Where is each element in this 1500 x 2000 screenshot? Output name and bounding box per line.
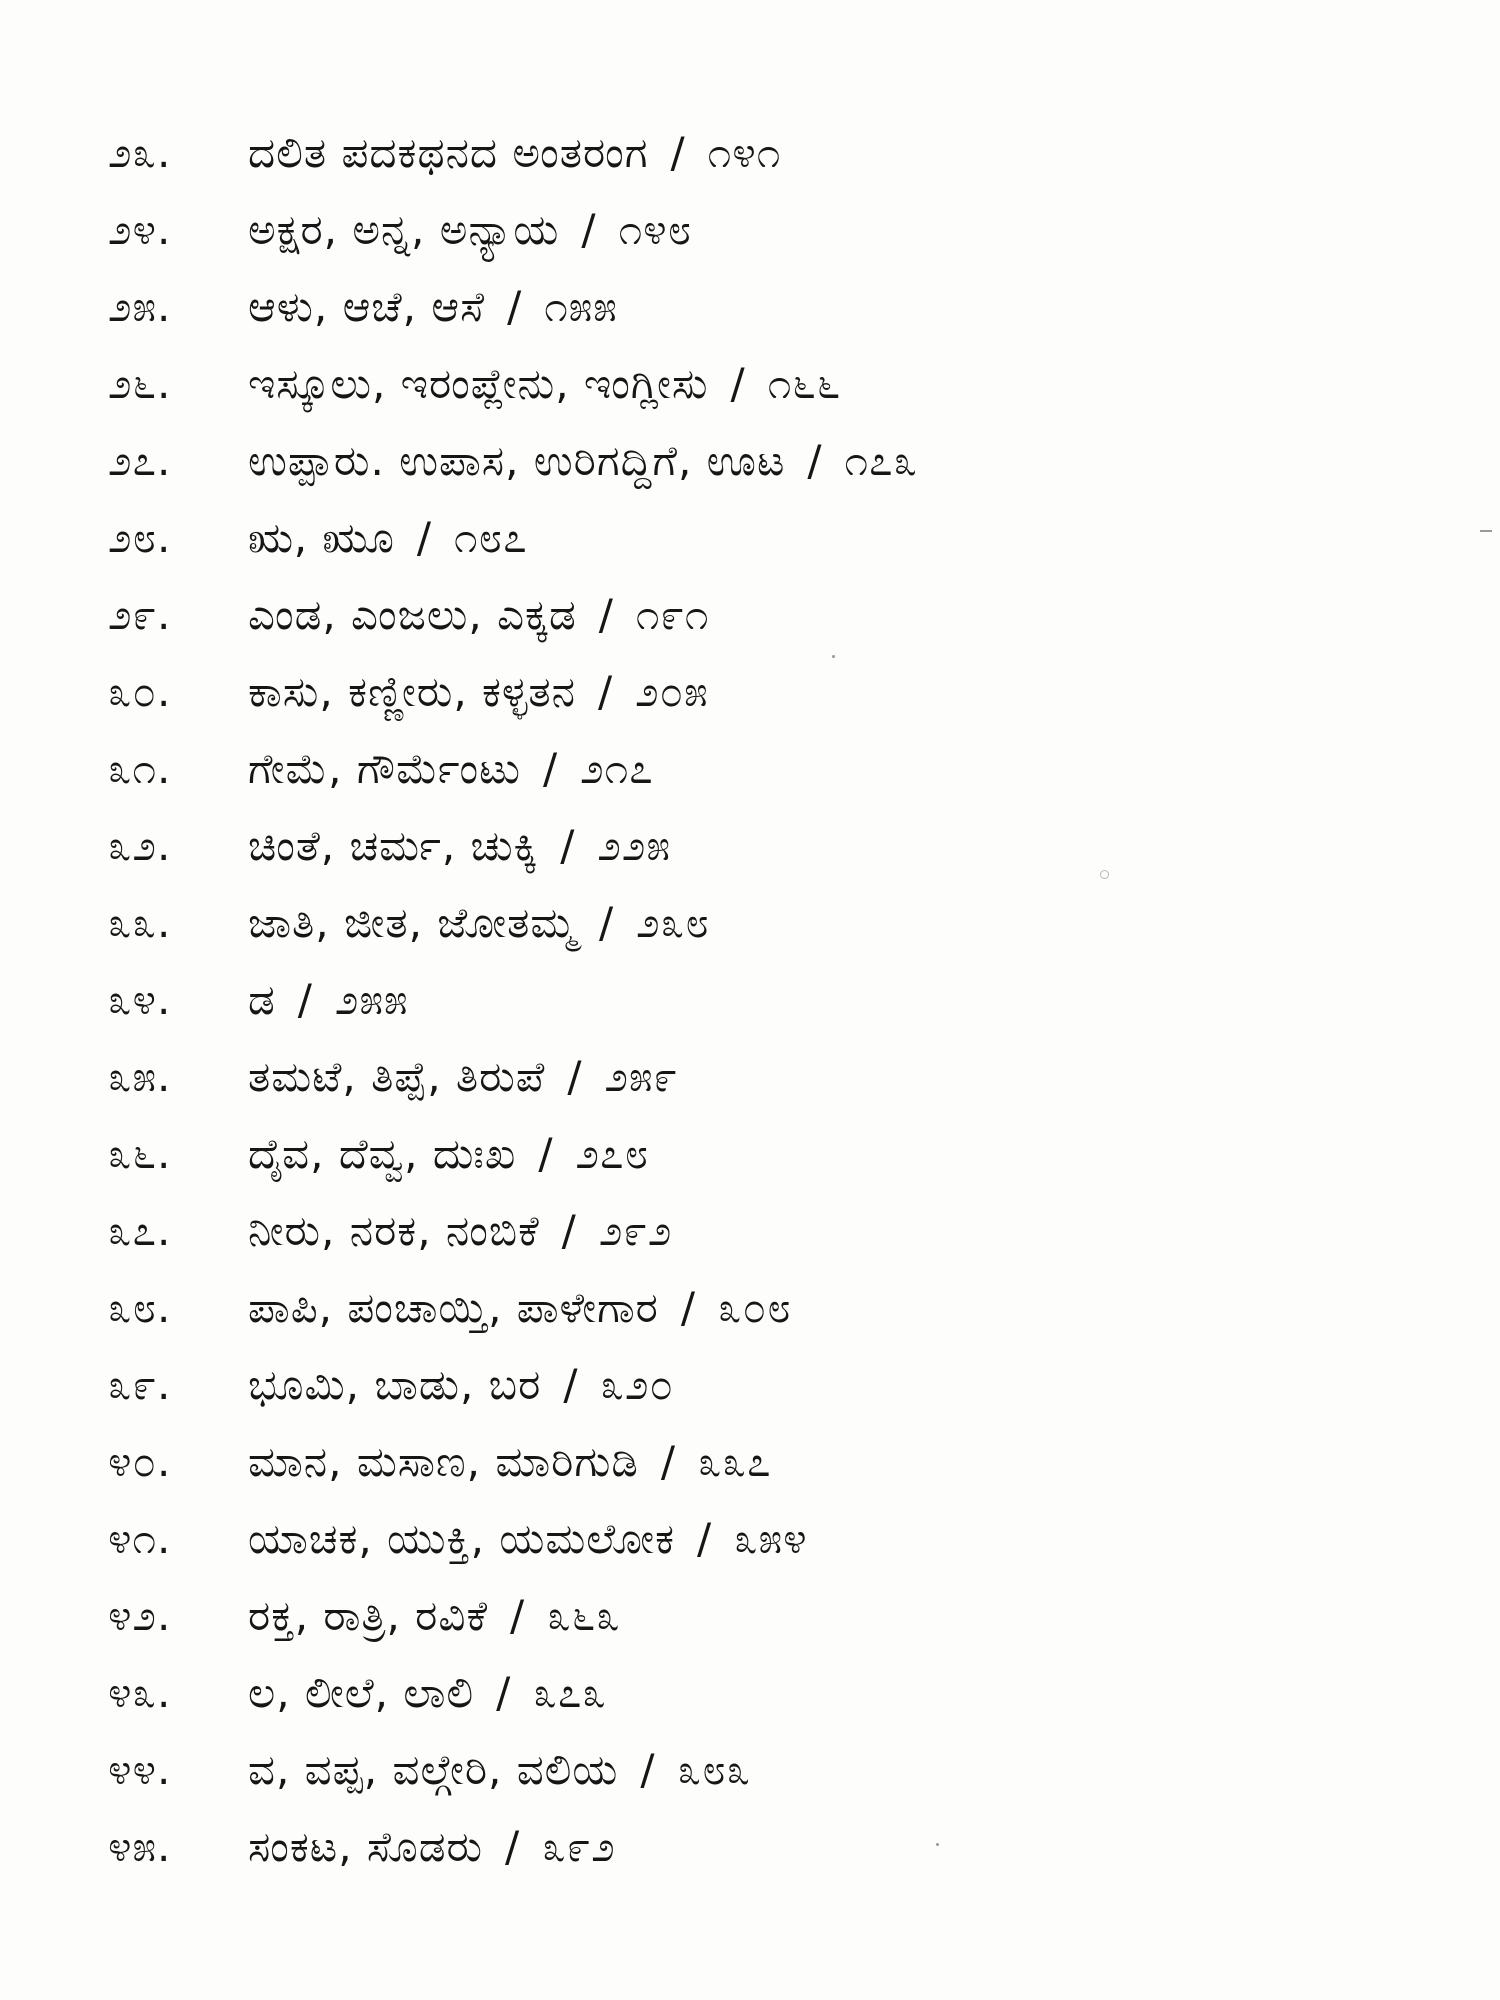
entry-number: ೩೧. (108, 744, 172, 793)
entry-page-number: ೧೭೩ (844, 436, 919, 485)
entry-title: ಡ (248, 975, 276, 1024)
entry-title: ತಮಟೆ, ತಿಪ್ಪೆ, ತಿರುಪೆ (248, 1052, 546, 1101)
entry-page-number: ೧೬೬ (767, 359, 842, 408)
entry-number: ೩೮. (108, 1283, 172, 1332)
entry-separator: / (505, 1822, 521, 1871)
entry-separator: / (416, 513, 433, 562)
entry-page-number: ೧೯೧ (635, 590, 710, 639)
entry-separator: / (696, 1514, 713, 1563)
entry-number: ೩೪. (108, 975, 172, 1024)
entry-separator: / (730, 359, 746, 408)
toc-entry (108, 590, 1408, 667)
toc-entry (108, 1206, 1408, 1283)
entry-title: ಮಾನ, ಮಸಾಣ, ಮಾರಿಗುಡಿ (248, 1437, 639, 1486)
entry-title: ಯಾಚಕ, ಯುಕ್ತಿ, ಯಮಲೋಕ (248, 1514, 675, 1563)
toc-entry (108, 1360, 1408, 1437)
entry-separator: / (598, 590, 614, 639)
entry-number: ೩೭. (108, 1206, 172, 1255)
entry-title: ದೈವ, ದೆವ್ವ, ದುಃಖ (248, 1129, 517, 1178)
entry-page-number: ೨೧೭ (580, 744, 654, 793)
entry-number: ೩೫. (108, 1052, 172, 1101)
entry-page-number: ೧೮೭ (454, 513, 528, 562)
entry-number: ೪೧. (108, 1514, 172, 1563)
toc-entry (108, 205, 1408, 282)
toc-entry (108, 1591, 1408, 1668)
toc-entry (108, 1514, 1408, 1591)
paper-speck (832, 655, 835, 658)
toc-entry (108, 1822, 1408, 1899)
toc-entry (108, 667, 1408, 744)
entry-page-number: ೨೫೫ (334, 975, 409, 1024)
entry-separator: / (542, 744, 559, 793)
entry-separator: / (599, 898, 615, 947)
entry-separator: / (680, 1283, 697, 1332)
toc-entry (108, 513, 1408, 590)
entry-separator: / (561, 1206, 577, 1255)
paper-speck (1480, 530, 1492, 532)
entry-number: ೨೯. (108, 590, 172, 639)
entry-number: ೨೫. (108, 282, 172, 331)
entry-page-number: ೨೨೫ (597, 821, 671, 870)
entry-title: ರಕ್ತ, ರಾತ್ರಿ, ರವಿಕೆ (248, 1591, 489, 1640)
entry-page-number: ೧೪೧ (707, 128, 782, 177)
toc-entry (108, 359, 1408, 436)
entry-title: ಅಕ್ಷರ, ಅನ್ನ, ಅನ್ಯಾಯ (248, 205, 560, 254)
entry-page-number: ೩೫೪ (734, 1514, 808, 1563)
entry-title: ಭೂಮಿ, ಬಾಡು, ಬರ (248, 1360, 542, 1409)
entry-separator: / (807, 436, 823, 485)
entry-page-number: ೨೯೨ (598, 1206, 673, 1255)
entry-number: ೪೪. (108, 1745, 172, 1794)
entry-page-number: ೨೭೮ (575, 1129, 650, 1178)
entry-separator: / (538, 1129, 554, 1178)
toc-entry (108, 128, 1408, 205)
entry-title: ನೀರು, ನರಕ, ನಂಬಿಕೆ (248, 1206, 540, 1255)
entry-number: ೨೮. (108, 513, 172, 562)
toc-entry (108, 1437, 1408, 1514)
entry-number: ೪೫. (108, 1822, 172, 1871)
entry-number: ೨೭. (108, 436, 172, 485)
toc-entry (108, 1668, 1408, 1745)
entry-page-number: ೨೫೯ (604, 1052, 679, 1101)
entry-page-number: ೩೯೨ (542, 1822, 616, 1871)
entry-page-number: ೩೬೩ (547, 1591, 621, 1640)
entry-title: ಪಾಪಿ, ಪಂಚಾಯ್ತಿ, ಪಾಳೇಗಾರ (248, 1283, 659, 1332)
table-of-contents (108, 128, 1408, 1899)
entry-page-number: ೧೪೮ (618, 205, 693, 254)
toc-entry (108, 975, 1408, 1052)
entry-title: ಜಾತಿ, ಜೀತ, ಜೋತಮ್ಮ (248, 898, 578, 947)
entry-page-number: ೩೮೩ (677, 1745, 752, 1794)
entry-title: ಕಾಸು, ಕಣ್ಣೀರು, ಕಳ್ಳತನ (248, 667, 576, 716)
entry-number: ೨೪. (108, 205, 172, 254)
toc-entry (108, 436, 1408, 513)
entry-separator: / (581, 205, 597, 254)
entry-separator: / (660, 1437, 677, 1486)
entry-number: ೨೩. (108, 128, 172, 177)
toc-entry (108, 282, 1408, 359)
entry-separator: / (640, 1745, 656, 1794)
entry-title: ಎಂಡ, ಎಂಜಲು, ಎಕ್ಕಡ (248, 590, 577, 639)
entry-page-number: ೧೫೫ (544, 282, 618, 331)
entry-page-number: ೨೦೫ (635, 667, 709, 716)
entry-separator: / (510, 1591, 526, 1640)
entry-title: ವ, ವಪ್ಪ, ವಲ್ಗೇರಿ, ವಲಿಯ (248, 1745, 619, 1794)
toc-entry (108, 821, 1408, 898)
entry-title: ಋ, ಋೂ (248, 513, 395, 562)
toc-entry (108, 1745, 1408, 1822)
entry-title: ಸಂಕಟ, ಸೊಡರು (248, 1822, 484, 1871)
toc-entry (108, 1283, 1408, 1360)
entry-number: ೪೦. (108, 1437, 172, 1486)
entry-title: ಲ, ಲೀಲೆ, ಲಾಲಿ (248, 1668, 475, 1717)
entry-number: ೩೦. (108, 667, 172, 716)
entry-number: ೩೨. (108, 821, 172, 870)
entry-title: ಉಪ್ಪಾರು. ಉಪಾಸ, ಉರಿಗದ್ದಿಗೆ, ಊಟ (248, 436, 786, 485)
entry-page-number: ೩೭೩ (533, 1668, 607, 1717)
entry-title: ಚಿಂತೆ, ಚರ್ಮ, ಚುಕ್ಕಿ (248, 821, 539, 870)
entry-separator: / (560, 821, 576, 870)
entry-separator: / (597, 667, 614, 716)
entry-page-number: ೩೨೦ (600, 1360, 675, 1409)
entry-page-number: ೨೩೮ (636, 898, 710, 947)
entry-title: ಗೇಮೆ, ಗೌರ್ಮೆಂಟು (248, 744, 521, 793)
entry-number: ೩೯. (108, 1360, 172, 1409)
entry-number: ೩೩. (108, 898, 172, 947)
entry-separator: / (297, 975, 313, 1024)
entry-number: ೪೨. (108, 1591, 172, 1640)
entry-number: ೨೬. (108, 359, 172, 408)
entry-title: ದಲಿತ ಪದಕಥನದ ಅಂತರಂಗ (248, 128, 649, 177)
entry-separator: / (507, 282, 523, 331)
toc-entry (108, 1052, 1408, 1129)
entry-number: ೩೬. (108, 1129, 172, 1178)
paper-speck (936, 1843, 939, 1846)
toc-entry (108, 898, 1408, 975)
entry-separator: / (670, 128, 686, 177)
entry-title: ಇಸ್ಕೂಲು, ಇರಂಪ್ಲೇನು, ಇಂಗ್ಲೀಸು (248, 359, 709, 408)
entry-page-number: ೩೦೮ (718, 1283, 792, 1332)
toc-entry (108, 744, 1408, 821)
entry-separator: / (496, 1668, 512, 1717)
entry-separator: / (567, 1052, 583, 1101)
entry-separator: / (563, 1360, 579, 1409)
entry-title: ಆಳು, ಆಚೆ, ಆಸೆ (248, 282, 486, 331)
paper-speck (1100, 870, 1109, 879)
entry-number: ೪೩. (108, 1668, 172, 1717)
entry-page-number: ೩೩೭ (698, 1437, 772, 1486)
toc-entry (108, 1129, 1408, 1206)
